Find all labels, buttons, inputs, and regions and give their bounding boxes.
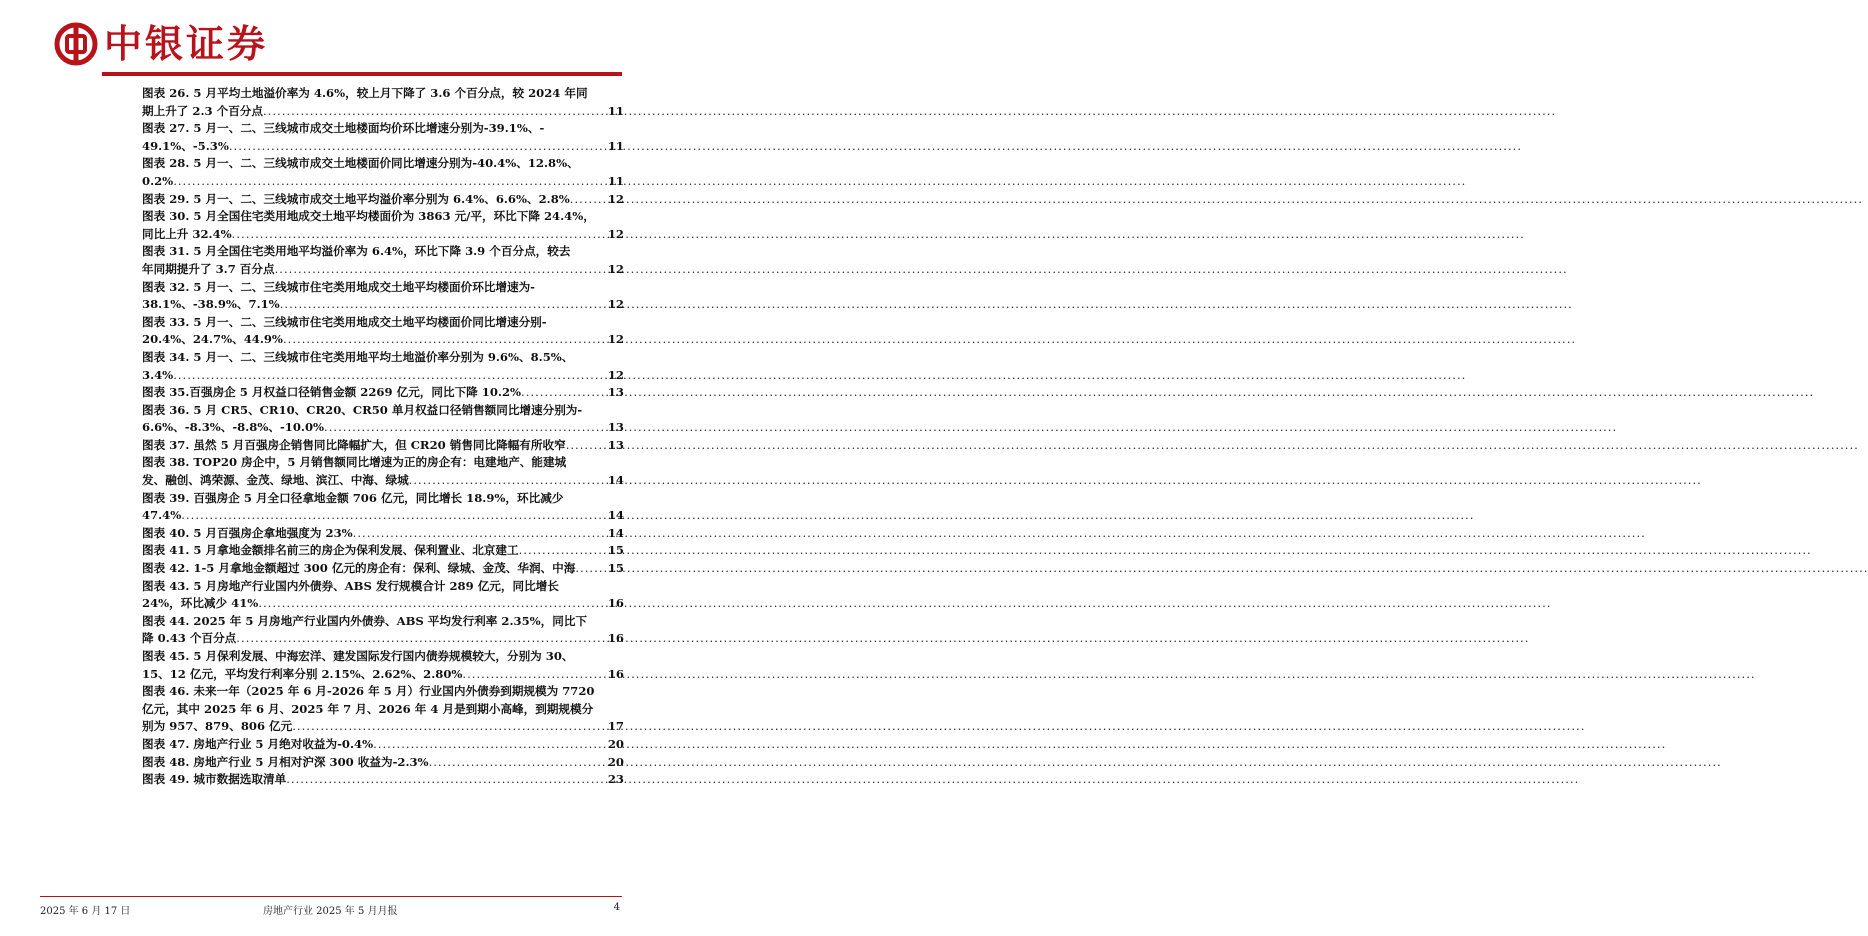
toc-page-number: 20 <box>607 736 624 751</box>
footer-title: 房地产行业 2025 年 5 月月报 <box>263 906 398 917</box>
toc-entry[interactable] <box>142 191 624 209</box>
toc-entry-line <box>142 331 624 349</box>
toc-leader-dots <box>292 718 608 736</box>
toc-entry[interactable] <box>142 525 624 543</box>
toc-page-number: 17 <box>607 719 624 734</box>
toc-entry[interactable] <box>142 314 624 349</box>
toc-entry-text: 图表 48. 房地产行业 5 月相对沪深 300 收益为-2.3% <box>142 754 429 769</box>
toc-page-number: 12 <box>607 226 624 241</box>
toc-entry-text: 20.4%、24.7%、44.9% <box>142 332 283 347</box>
toc-entry-text: 图表 32. 5 月一、二、三线城市住宅类用地成交土地平均楼面价环比增速为- <box>142 279 535 294</box>
footer-page-number: 4 <box>613 902 620 913</box>
toc-entry[interactable] <box>142 736 624 754</box>
toc-entry-text: 图表 39. 百强房企 5 月全口径拿地金额 706 亿元，同比增长 18.9%，环比减少 <box>142 490 564 505</box>
toc-entry-text: 15、12 亿元，平均发行利率分别 2.15%、2.62%、2.80% <box>142 666 463 681</box>
toc-page-number: 15 <box>607 561 624 576</box>
footer-date: 2025 年 6 月 17 日 <box>40 906 131 917</box>
toc-entry-line <box>142 296 624 314</box>
toc-entry-text: 图表 47. 房地产行业 5 月绝对收益为-0.4% <box>142 736 374 751</box>
toc-entry[interactable] <box>142 771 624 789</box>
toc-entry-line <box>142 490 624 508</box>
toc-entry-line <box>142 578 624 596</box>
toc-leader-dots <box>173 173 608 191</box>
toc-entry-text: 亿元，其中 2025 年 6 月、2025 年 7 月、2026 年 4 月是到期小高峰，到期规模分 <box>142 701 594 716</box>
toc-entry-text: 图表 46. 未来一年（2025 年 6 月-2026 年 5 月）行业国内外债券到期规模为 7720 <box>142 684 595 699</box>
toc-page-number: 14 <box>607 508 624 523</box>
toc-entry-text: 别为 957、879、806 亿元 <box>142 719 293 734</box>
toc-page-number: 15 <box>607 543 624 558</box>
boc-logo-icon <box>54 22 98 66</box>
toc-entry[interactable] <box>142 437 624 455</box>
brand-logo <box>54 22 268 66</box>
toc-page-number: 12 <box>607 332 624 347</box>
toc-entry-text: 0.2% <box>142 173 174 188</box>
toc-entry[interactable] <box>142 243 624 278</box>
toc-entry-line <box>142 454 624 472</box>
toc-entry-text: 同比上升 32.4% <box>142 226 232 241</box>
brand-name: 中银证券 <box>104 22 269 66</box>
toc-entry-text: 图表 38. TOP20 房企中，5 月销售额同比增速为正的房企有：电建地产、能建城 <box>142 455 567 470</box>
toc-entry-line <box>142 419 624 437</box>
toc-entry-line <box>142 384 624 402</box>
toc-entry[interactable] <box>142 754 624 772</box>
toc-entry[interactable] <box>142 349 624 384</box>
toc-entry[interactable] <box>142 120 624 155</box>
table-of-figures <box>142 85 624 789</box>
toc-entry-line <box>142 155 624 173</box>
toc-entry-line <box>142 560 624 578</box>
toc-entry[interactable] <box>142 279 624 314</box>
toc-entry-line <box>142 173 624 191</box>
toc-entry-line <box>142 754 624 772</box>
toc-entry[interactable] <box>142 683 624 736</box>
toc-entry-line <box>142 103 624 121</box>
toc-entry-text: 图表 27. 5 月一、二、三线城市成交土地楼面均价环比增速分别为-39.1%、- <box>142 121 545 136</box>
toc-entry-text: 图表 31. 5 月全国住宅类用地平均溢价率为 6.4%，环比下降 3.9 个百分点，较去 <box>142 244 571 259</box>
toc-leader-dots <box>283 331 608 349</box>
toc-entry-line <box>142 261 624 279</box>
toc-entry-text: 图表 43. 5 月房地产行业国内外债券、ABS 发行规模合计 289 亿元，同比增长 <box>142 578 559 593</box>
toc-page-number: 11 <box>607 173 624 188</box>
toc-entry[interactable] <box>142 613 624 648</box>
toc-entry-text: 图表 37. 虽然 5 月百强房企销售同比降幅扩大，但 CR20 销售同比降幅有所收窄 <box>142 437 566 452</box>
toc-entry-text: 图表 35.百强房企 5 月权益口径销售金额 2269 亿元，同比下降 10.2% <box>142 385 522 400</box>
toc-entry-text: 年同期提升了 3.7 百分点 <box>142 261 275 276</box>
toc-page-number: 12 <box>607 191 624 206</box>
toc-entry-text: 期上升了 2.3 个百分点 <box>142 103 263 118</box>
toc-leader-dots <box>232 226 608 244</box>
toc-entry-text: 图表 49. 城市数据选取清单 <box>142 772 287 787</box>
toc-entry-line <box>142 85 624 103</box>
toc-entry-text: 图表 44. 2025 年 5 月房地产行业国内外债券、ABS 平均发行利率 2.35%，同比下 <box>142 613 588 628</box>
toc-page-number: 11 <box>607 138 624 153</box>
toc-leader-dots <box>324 419 608 437</box>
toc-entry[interactable] <box>142 454 624 489</box>
toc-entry[interactable] <box>142 578 624 613</box>
toc-entry-text: 24%，环比减少 41% <box>142 596 259 611</box>
toc-page-number: 14 <box>607 525 624 540</box>
toc-leader-dots <box>353 525 608 543</box>
toc-entry-line <box>142 208 624 226</box>
toc-entry-text: 图表 41. 5 月拿地金额排名前三的房企为保利发展、保利置业、北京建工 <box>142 543 519 558</box>
toc-entry-line <box>142 666 624 684</box>
toc-page-number: 12 <box>607 297 624 312</box>
toc-entry-text: 图表 33. 5 月一、二、三线城市住宅类用地成交土地平均楼面价同比增速分别- <box>142 314 547 329</box>
toc-entry-line <box>142 613 624 631</box>
toc-page-number: 12 <box>607 261 624 276</box>
toc-entry-line <box>142 771 624 789</box>
toc-page-number: 13 <box>607 385 624 400</box>
toc-entry-line <box>142 402 624 420</box>
toc-entry[interactable] <box>142 402 624 437</box>
toc-entry-line <box>142 648 624 666</box>
toc-page-number: 13 <box>607 420 624 435</box>
toc-leader-dots <box>275 261 608 279</box>
toc-entry-line <box>142 736 624 754</box>
toc-entry-text: 图表 30. 5 月全国住宅类用地成交土地平均楼面价为 3863 元/平，环比下降 24.4%， <box>142 209 595 224</box>
toc-entry-text: 图表 26. 5 月平均土地溢价率为 4.6%，较上月下降了 3.6 个百分点，较 2024 年同 <box>142 86 588 100</box>
toc-entry[interactable] <box>142 384 624 402</box>
toc-entry-text: 图表 28. 5 月一、二、三线城市成交土地楼面价同比增速分别为-40.4%、12.8%、 <box>142 156 579 171</box>
toc-entry-line <box>142 138 624 156</box>
toc-entry-line <box>142 630 624 648</box>
toc-page-number: 20 <box>607 754 624 769</box>
toc-entry[interactable] <box>142 208 624 243</box>
toc-entry[interactable] <box>142 560 624 578</box>
toc-leader-dots <box>566 437 608 455</box>
toc-entry-text: 图表 36. 5 月 CR5、CR10、CR20、CR50 单月权益口径销售额同比增速分别为- <box>142 402 583 417</box>
toc-leader-dots <box>409 472 608 490</box>
toc-entry-text: 图表 34. 5 月一、二、三线城市住宅类用地平均土地溢价率分别为 9.6%、8.5%、 <box>142 349 574 364</box>
toc-entry-line <box>142 701 624 719</box>
toc-leader-dots <box>429 754 608 772</box>
toc-entry-line <box>142 683 624 701</box>
toc-entry-line <box>142 191 624 209</box>
toc-entry[interactable] <box>142 85 624 120</box>
toc-leader-dots <box>575 560 608 578</box>
toc-entry-line <box>142 525 624 543</box>
toc-entry-line <box>142 349 624 367</box>
toc-entry-text: 降 0.43 个百分点 <box>142 631 237 646</box>
toc-entry-line <box>142 718 624 736</box>
toc-leader-dots <box>519 542 608 560</box>
toc-entry-text: 图表 42. 1-5 月拿地金额超过 300 亿元的房企有：保利、绿城、金茂、华润、中海 <box>142 561 576 576</box>
footer-divider <box>40 896 622 897</box>
toc-entry-text: 图表 45. 5 月保利发展、中海宏洋、建发国际发行国内债券规模较大，分别为 30、 <box>142 649 574 663</box>
toc-leader-dots <box>521 384 608 402</box>
toc-entry[interactable] <box>142 648 624 683</box>
toc-entry-text: 47.4% <box>142 508 182 523</box>
toc-entry-line <box>142 279 624 297</box>
toc-entry-line <box>142 437 624 455</box>
toc-leader-dots <box>173 367 608 385</box>
toc-page-number: 16 <box>607 666 624 681</box>
toc-entry-text: 图表 40. 5 月百强房企拿地强度为 23% <box>142 525 353 540</box>
toc-page-number: 14 <box>607 473 624 488</box>
toc-entry-line <box>142 507 624 525</box>
toc-entry-line <box>142 226 624 244</box>
toc-entry[interactable] <box>142 490 624 525</box>
toc-entry-line <box>142 314 624 332</box>
toc-entry-line <box>142 472 624 490</box>
toc-leader-dots <box>462 666 607 684</box>
toc-leader-dots <box>570 191 608 209</box>
toc-page-number: 12 <box>607 367 624 382</box>
toc-entry-line <box>142 367 624 385</box>
toc-page-number: 11 <box>607 103 624 118</box>
toc-page-number: 13 <box>607 437 624 452</box>
toc-entry[interactable] <box>142 542 624 560</box>
toc-entry-text: 图表 29. 5 月一、二、三线城市成交土地平均溢价率分别为 6.4%、6.6%、2.8% <box>142 191 570 206</box>
toc-page-number: 16 <box>607 596 624 611</box>
toc-leader-dots <box>373 736 608 754</box>
toc-entry-text: 发、融创、鸿荣源、金茂、绿地、滨江、中海、绿城 <box>142 473 409 488</box>
toc-entry-text: 3.4% <box>142 367 174 382</box>
toc-leader-dots <box>258 595 608 613</box>
toc-entry-text: 49.1%、-5.3% <box>142 138 229 153</box>
toc-page-number: 23 <box>607 772 624 787</box>
toc-leader-dots <box>229 138 608 156</box>
toc-entry-line <box>142 243 624 261</box>
toc-entry-line <box>142 595 624 613</box>
toc-entry-text: 6.6%、-8.3%、-8.8%、-10.0% <box>142 420 325 435</box>
toc-entry-line <box>142 542 624 560</box>
toc-page-number: 16 <box>607 631 624 646</box>
toc-leader-dots <box>286 771 608 789</box>
toc-leader-dots <box>263 103 608 121</box>
header-divider <box>102 72 622 76</box>
toc-entry[interactable] <box>142 155 624 190</box>
toc-entry-line <box>142 120 624 138</box>
toc-leader-dots <box>236 630 608 648</box>
toc-leader-dots <box>280 296 608 314</box>
toc-entry-text: 38.1%、-38.9%、7.1% <box>142 297 280 312</box>
toc-leader-dots <box>181 507 608 525</box>
